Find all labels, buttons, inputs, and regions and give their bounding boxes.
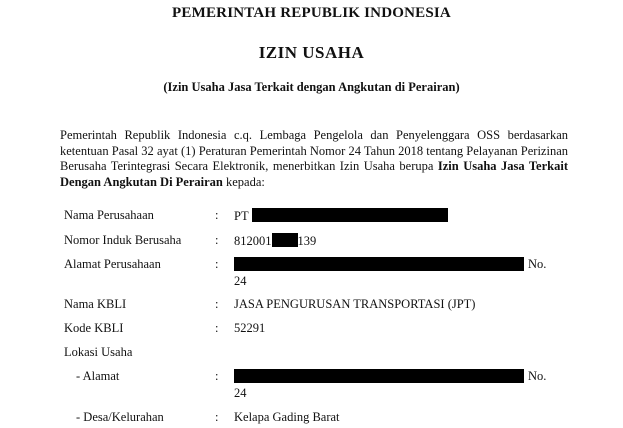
- address-continuation: 24: [234, 274, 247, 288]
- section-label: Lokasi Usaha: [64, 345, 133, 359]
- field-colon: :: [215, 321, 219, 335]
- field-colon: :: [215, 208, 219, 222]
- redaction-bar: [234, 369, 524, 383]
- field-label: Nama KBLI: [64, 297, 127, 311]
- address-continuation: 24: [234, 386, 247, 400]
- field-label: - Desa/Kelurahan: [76, 410, 164, 424]
- company-prefix: PT: [234, 209, 249, 223]
- document-subtitle: (Izin Usaha Jasa Terkait dengan Angkutan di Perairan): [163, 80, 460, 94]
- field-colon: :: [215, 369, 219, 383]
- field-row-alamat-perusahaan: [64, 257, 564, 289]
- field-colon: :: [215, 257, 219, 271]
- nib-suffix: 139: [297, 234, 317, 248]
- nib-prefix: 812001: [234, 234, 272, 248]
- intro-paragraph: [60, 128, 568, 190]
- field-value: JASA PENGURUSAN TRANSPORTASI (JPT): [234, 297, 476, 311]
- field-colon: :: [215, 410, 219, 424]
- field-label: - Alamat: [76, 369, 120, 383]
- address-number-label: No.: [528, 257, 547, 271]
- field-colon: :: [215, 297, 219, 311]
- intro-text-start: Pemerintah Republik Indonesia c.q. Lembaga Pengelola dan Penyelenggara OSS berdasarkan ketentuan Pasal 32 ayat (1) Peraturan Pemerintah Nomor 24 Tahun 2018 tentang Pelayanan Perizinan Berusaha Terintegrasi Secara Elektronik, menerbitkan Izin Usaha berupa: [60, 128, 568, 173]
- field-colon: :: [215, 233, 219, 247]
- field-label: Kode KBLI: [64, 321, 124, 335]
- field-value: [234, 369, 524, 385]
- redaction-bar: [252, 208, 448, 222]
- field-label: Nomor Induk Berusaha: [64, 233, 182, 247]
- redaction-bar: [272, 233, 298, 247]
- field-value: Kelapa Gading Barat: [234, 410, 340, 424]
- field-value: [234, 208, 448, 224]
- field-label: Nama Perusahaan: [64, 208, 154, 222]
- redaction-bar: [234, 257, 524, 271]
- field-label: Alamat Perusahaan: [64, 257, 161, 271]
- intro-text-end: kepada:: [222, 174, 265, 189]
- field-row-alamat: [64, 369, 564, 401]
- field-value: 52291: [234, 321, 266, 335]
- intro-text-bold: Izin Usaha Jasa Terkait Dengan Angkutan Di Perairan: [60, 159, 568, 189]
- document-title: IZIN USAHA: [258, 43, 365, 62]
- field-value: [234, 233, 316, 249]
- government-heading: PEMERINTAH REPUBLIK INDONESIA: [172, 5, 451, 21]
- field-value: [234, 257, 524, 273]
- address-number-label: No.: [528, 369, 547, 383]
